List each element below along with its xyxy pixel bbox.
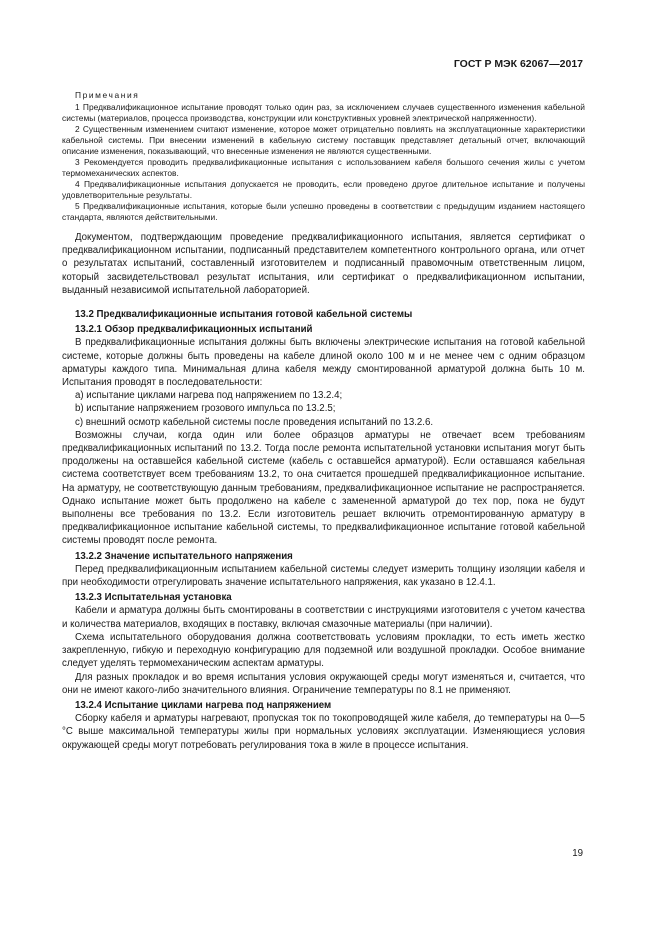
section-heading-13-2: 13.2 Предквалификационные испытания готовой кабельной системы bbox=[75, 309, 413, 321]
paragraph: Возможны случаи, когда один или более образцов арматуры не отвечает всем требованиям предквалификационных испытаний по 13.2. Тогда после ремонта испытательной установки испытания могут быть продолжены на оставшейся кабельной системе (кабель с оставшейся арматурой). Если оставшаяся кабельная система соответствует всем требованиям 13.2, то она считается прошедшей предквалификационное испытание. На арматуру, не соответствующую данным требованиям, предквалификационное испытание не распространяется. Однако испытание может быть продолжено на кабеле с замененной арматурой до тех пор, пока не будут выполнены все требования по 13.2. Если изготовитель решает включить отремонтированную арматуру в предквалификационное испытание кабельной системы, то предквалификационное испытание готовой кабельной системы проводят после ремонта. bbox=[62, 429, 585, 547]
notes-block bbox=[62, 90, 585, 223]
section-heading-13-2-2: 13.2.2 Значение испытательного напряжения bbox=[75, 550, 293, 562]
paragraph: Для разных прокладок и во время испытания условия окружающей среды могут изменяться и, считается, что они не имеют какого-либо значительного влияния. Ограничение температуры по 8.1 не применяют. bbox=[62, 671, 585, 696]
notes-title: Примечания bbox=[75, 90, 140, 100]
paragraph: Кабели и арматура должны быть смонтированы в соответствии с инструкциями изготовителя с учетом качества и количества материалов, входящих в поставку, включая смазочные материалы (при наличии). bbox=[62, 605, 585, 630]
list-item: b) испытание напряжением грозового импульса по 13.2.5; bbox=[75, 403, 336, 415]
paragraph: Перед предквалификационным испытанием кабельной системы следует измерить толщину изоляции кабеля и при необходимости отрегулировать значение испытательного напряжения, как указано в 12.4.1. bbox=[62, 563, 585, 589]
note-item: 4 Предквалификационные испытания допускается не проводить, если проведено другое длительное испытание и получены удовлетворительные результаты. bbox=[62, 179, 585, 200]
document-header: ГОСТ Р МЭК 62067—2017 bbox=[453, 58, 583, 70]
section-heading-13-2-1: 13.2.1 Обзор предквалификационных испытаний bbox=[75, 324, 313, 336]
section-heading-13-2-4: 13.2.4 Испытание циклами нагрева под напряжением bbox=[75, 699, 332, 711]
paragraph: Схема испытательного оборудования должна соответствовать условиям прокладки, то есть иметь жестко закрепленную, гибкую и переходную конфигурацию для подземной или воздушной прокладки. Особое внимание следует уделять термомеханическим аспектам арматуры. bbox=[62, 631, 585, 670]
list-item: a) испытание циклами нагрева под напряжением по 13.2.4; bbox=[75, 390, 343, 402]
paragraph: В предквалификационные испытания должны быть включены электрические испытания на готовой кабельной системе, которые должны быть проведены на кабеле длиной около 100 м и не менее чем с одним образцом арматуры каждого типа. Минимальная длина кабеля между смонтированной арматурой должна быть 10 м. Испытания проводят в последовательности: bbox=[62, 337, 585, 389]
paragraph: Сборку кабеля и арматуры нагревают, пропуская ток по токопроводящей жиле кабеля, до температуры на 0—5 °C выше максимальной температуры жилы при нормальных условиях эксплуатации. Изменяющиеся условия окружающей среды могут потребовать регулирования тока в жиле в процессе испытания. bbox=[62, 713, 585, 751]
note-item: 5 Предквалификационные испытания, которые были успешно проведены в соответствии с предыдущим изданием настоящего стандарта, являются действительными. bbox=[62, 201, 585, 222]
body-text bbox=[62, 231, 585, 752]
note-item: 1 Предквалификационное испытание проводят только один раз, за исключением случаев существенного изменения кабельной системы (материалов, процесса производства, конструкции или конструктивных уровней электрической напряженности). bbox=[62, 102, 585, 123]
document-content bbox=[62, 90, 585, 752]
note-item: 3 Рекомендуется проводить предквалификационные испытания с использованием кабеля большого сечения жилы с учетом термомеханических аспектов. bbox=[62, 157, 585, 178]
note-item: 2 Существенным изменением считают изменение, которое может отрицательно повлиять на эксплуатационные характеристики кабельной системы. При внесении изменений в кабельную систему поставщик представляет детальный отчет, включающий описание изменения, показывающий, что внесенные изменения не являются существенными. bbox=[62, 124, 585, 156]
certificate-paragraph: Документом, подтверждающим проведение предквалификационного испытания, является сертификат о предквалификационном испытании, подписанный представителем компетентного контрольного органа, или отчет о результатах испытаний, составленный изготовителем и подписанный правомочным ответственным лицом, который засвидетельствовал результат испытания, или сертификат о предквалификационном испытании, выданный независимой испытательной лабораторией. bbox=[62, 232, 585, 296]
page-number: 19 bbox=[572, 848, 583, 859]
section-heading-13-2-3: 13.2.3 Испытательная установка bbox=[75, 592, 232, 604]
list-item: c) внешний осмотр кабельной системы после проведения испытаний по 13.2.6. bbox=[75, 416, 434, 428]
